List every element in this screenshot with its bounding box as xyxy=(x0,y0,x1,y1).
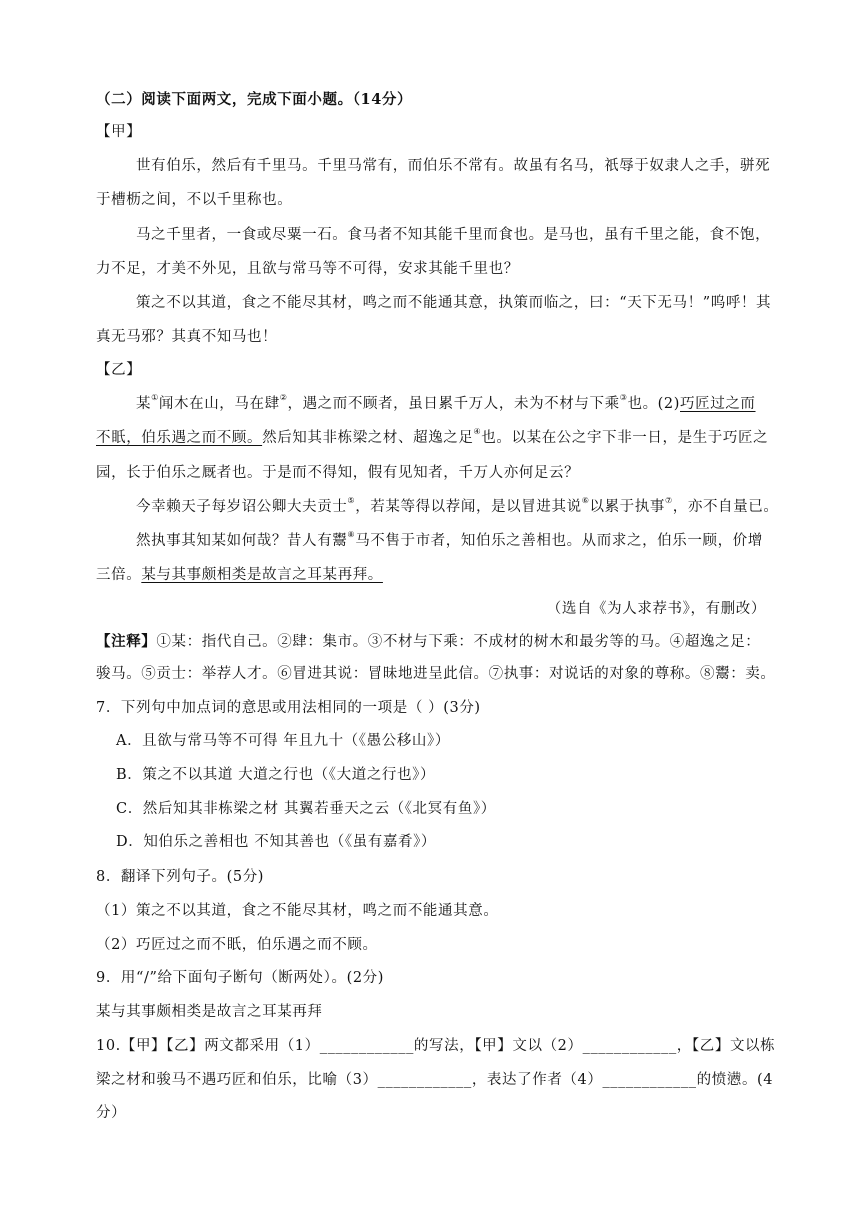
question-10-line3: 分） xyxy=(96,1105,127,1121)
question-8-stem: 8．翻译下列句子。(5分) xyxy=(96,869,265,885)
question-9-text: 某与其事颇相类是故言之耳某再拜 xyxy=(96,1004,323,1020)
question-9-stem: 9．用“/”给下面句子断句（断两处）。(2分) xyxy=(96,970,385,986)
jia-p2-line2: 力不足，才美不外见，且欲与常马等不可得，安求其能千里也？ xyxy=(96,261,519,277)
jia-p2-line1: 马之千里者，一食或尽粟一石。食马者不知其能千里而食也。是马也，虽有千里之能，食不饱， xyxy=(136,227,771,243)
passage-yi-label: 【乙】 xyxy=(96,362,142,378)
question-7-stem: 7．下列句中加点词的意思或用法相同的一项是（ ）(3分) xyxy=(96,700,481,716)
question-7-option-c: C．然后知其非栋梁之材 其翼若垂天之云（《北冥有鱼》） xyxy=(116,801,496,817)
passage-jia-label: 【甲】 xyxy=(96,124,142,140)
yi-p2-line1: 今幸赖天子每岁诏公卿大夫贡士⑤，若某等得以荐闻，是以冒进其说⑥以累于执事⑦，亦不自量已。 xyxy=(136,496,779,515)
yi-text: ，若某等得以荐闻，是以冒进其说 xyxy=(355,499,582,515)
yi-p3-line1: 然执事其知某如何哉？昔人有鬻⑧马不售于市者，知伯乐之善相也。从而求之，伯乐一顾，价增 xyxy=(136,530,763,549)
yi-text: ，遇之而不顾者，虽日累千万人，未为不材与下乘 xyxy=(287,396,620,412)
yi-text: 闻木在山，马在肆 xyxy=(158,396,280,412)
notes-text: ①某：指代自己。②肆：集市。③不材与下乘：不成材的树木和最劣等的马。④超逸之足： xyxy=(156,634,761,650)
question-10-line2: 梁之材和骏马不遇巧匠和伯乐，比喻（3）____________，表达了作者（4）____________的愤懑。(4 xyxy=(96,1072,774,1088)
yi-text: 然执事其知某如何哉？昔人有鬻 xyxy=(136,533,348,549)
jia-p3-line1: 策之不以其道，食之不能尽其材，鸣之而不能通其意，执策而临之，曰：“天下无马！”呜呼！其 xyxy=(136,295,772,311)
yi-p1-line1: 某①闻木在山，马在肆②，遇之而不顾者，虽日累千万人，未为不材与下乘③也。(2)巧匠过之而 xyxy=(136,393,756,412)
yi-text: 然后知其非栋梁之材、超逸之足 xyxy=(262,430,474,446)
yi-p1-line2: 不眂，伯乐遇之而不顾。然后知其非栋梁之材、超逸之足④也。以某在公之宇下非一日，是生于巧匠之 xyxy=(96,427,769,446)
question-8-sentence-1: （1）策之不以其道，食之不能尽其材，鸣之而不能通其意。 xyxy=(96,903,499,919)
question-7-option-b: B．策之不以其道 大道之行也（《大道之行也》） xyxy=(116,767,436,783)
yi-text: 以累于执事 xyxy=(589,499,665,515)
underlined-sentence: 巧匠过之而 xyxy=(680,396,756,412)
notes-label: 【注释】 xyxy=(96,633,157,650)
source-citation: （选自《为人求荐书》，有删改） xyxy=(546,601,766,617)
yi-text: 也。以某在公之宇下非一日，是生于巧匠之 xyxy=(481,430,769,446)
question-8-sentence-2: （2）巧匠过之而不眂，伯乐遇之而不顾。 xyxy=(96,937,378,953)
yi-text: ，亦不自量已。 xyxy=(672,499,779,515)
yi-text: 马不售于市者，知伯乐之善相也。从而求之，伯乐一顾，价增 xyxy=(355,533,763,549)
notes-line1 xyxy=(96,632,766,652)
underlined-sentence: 某与其事颇相类是故言之耳某再拜。 xyxy=(141,567,383,583)
question-7-option-d: D．知伯乐之善相也 不知其善也（《虽有嘉肴》） xyxy=(116,834,437,850)
question-10-line1: 10.【甲】【乙】两文都采用（1）____________的写法，【甲】文以（2）____________，【乙】文以栋 xyxy=(96,1038,776,1054)
underlined-sentence: 不眂，伯乐遇之而不顾。 xyxy=(96,430,263,446)
yi-p3-line2 xyxy=(96,565,766,585)
section-title: （二）阅读下面两文，完成下面小题。（14分） xyxy=(96,91,413,108)
jia-p1-line2: 于槽枥之间，不以千里称也。 xyxy=(96,192,293,208)
question-7-option-a: A．且欲与常马等不可得 年且九十（《愚公移山》） xyxy=(116,733,450,749)
yi-text: 也。(2) xyxy=(627,396,681,412)
jia-p3-line2: 真无马邪？其真不知马也！ xyxy=(96,329,278,345)
yi-text: 某 xyxy=(136,396,152,412)
yi-p1-line3: 园，长于伯乐之厩者也。于是而不得知，假有见知者，千万人亦何足云？ xyxy=(96,465,580,481)
yi-text: 今幸赖天子每岁诏公卿大夫贡士 xyxy=(136,499,348,515)
yi-text: 三倍。 xyxy=(96,567,142,583)
jia-p1-line1: 世有伯乐，然后有千里马。千里马常有，而伯乐不常有。故虽有名马，祇辱于奴隶人之手，骈死 xyxy=(136,158,771,174)
notes-line2: 骏马。⑤贡士：举荐人才。⑥冒进其说：冒昧地进呈此信。⑦执事：对说话的对象的尊称。⑧鬻：卖。 xyxy=(96,666,776,682)
